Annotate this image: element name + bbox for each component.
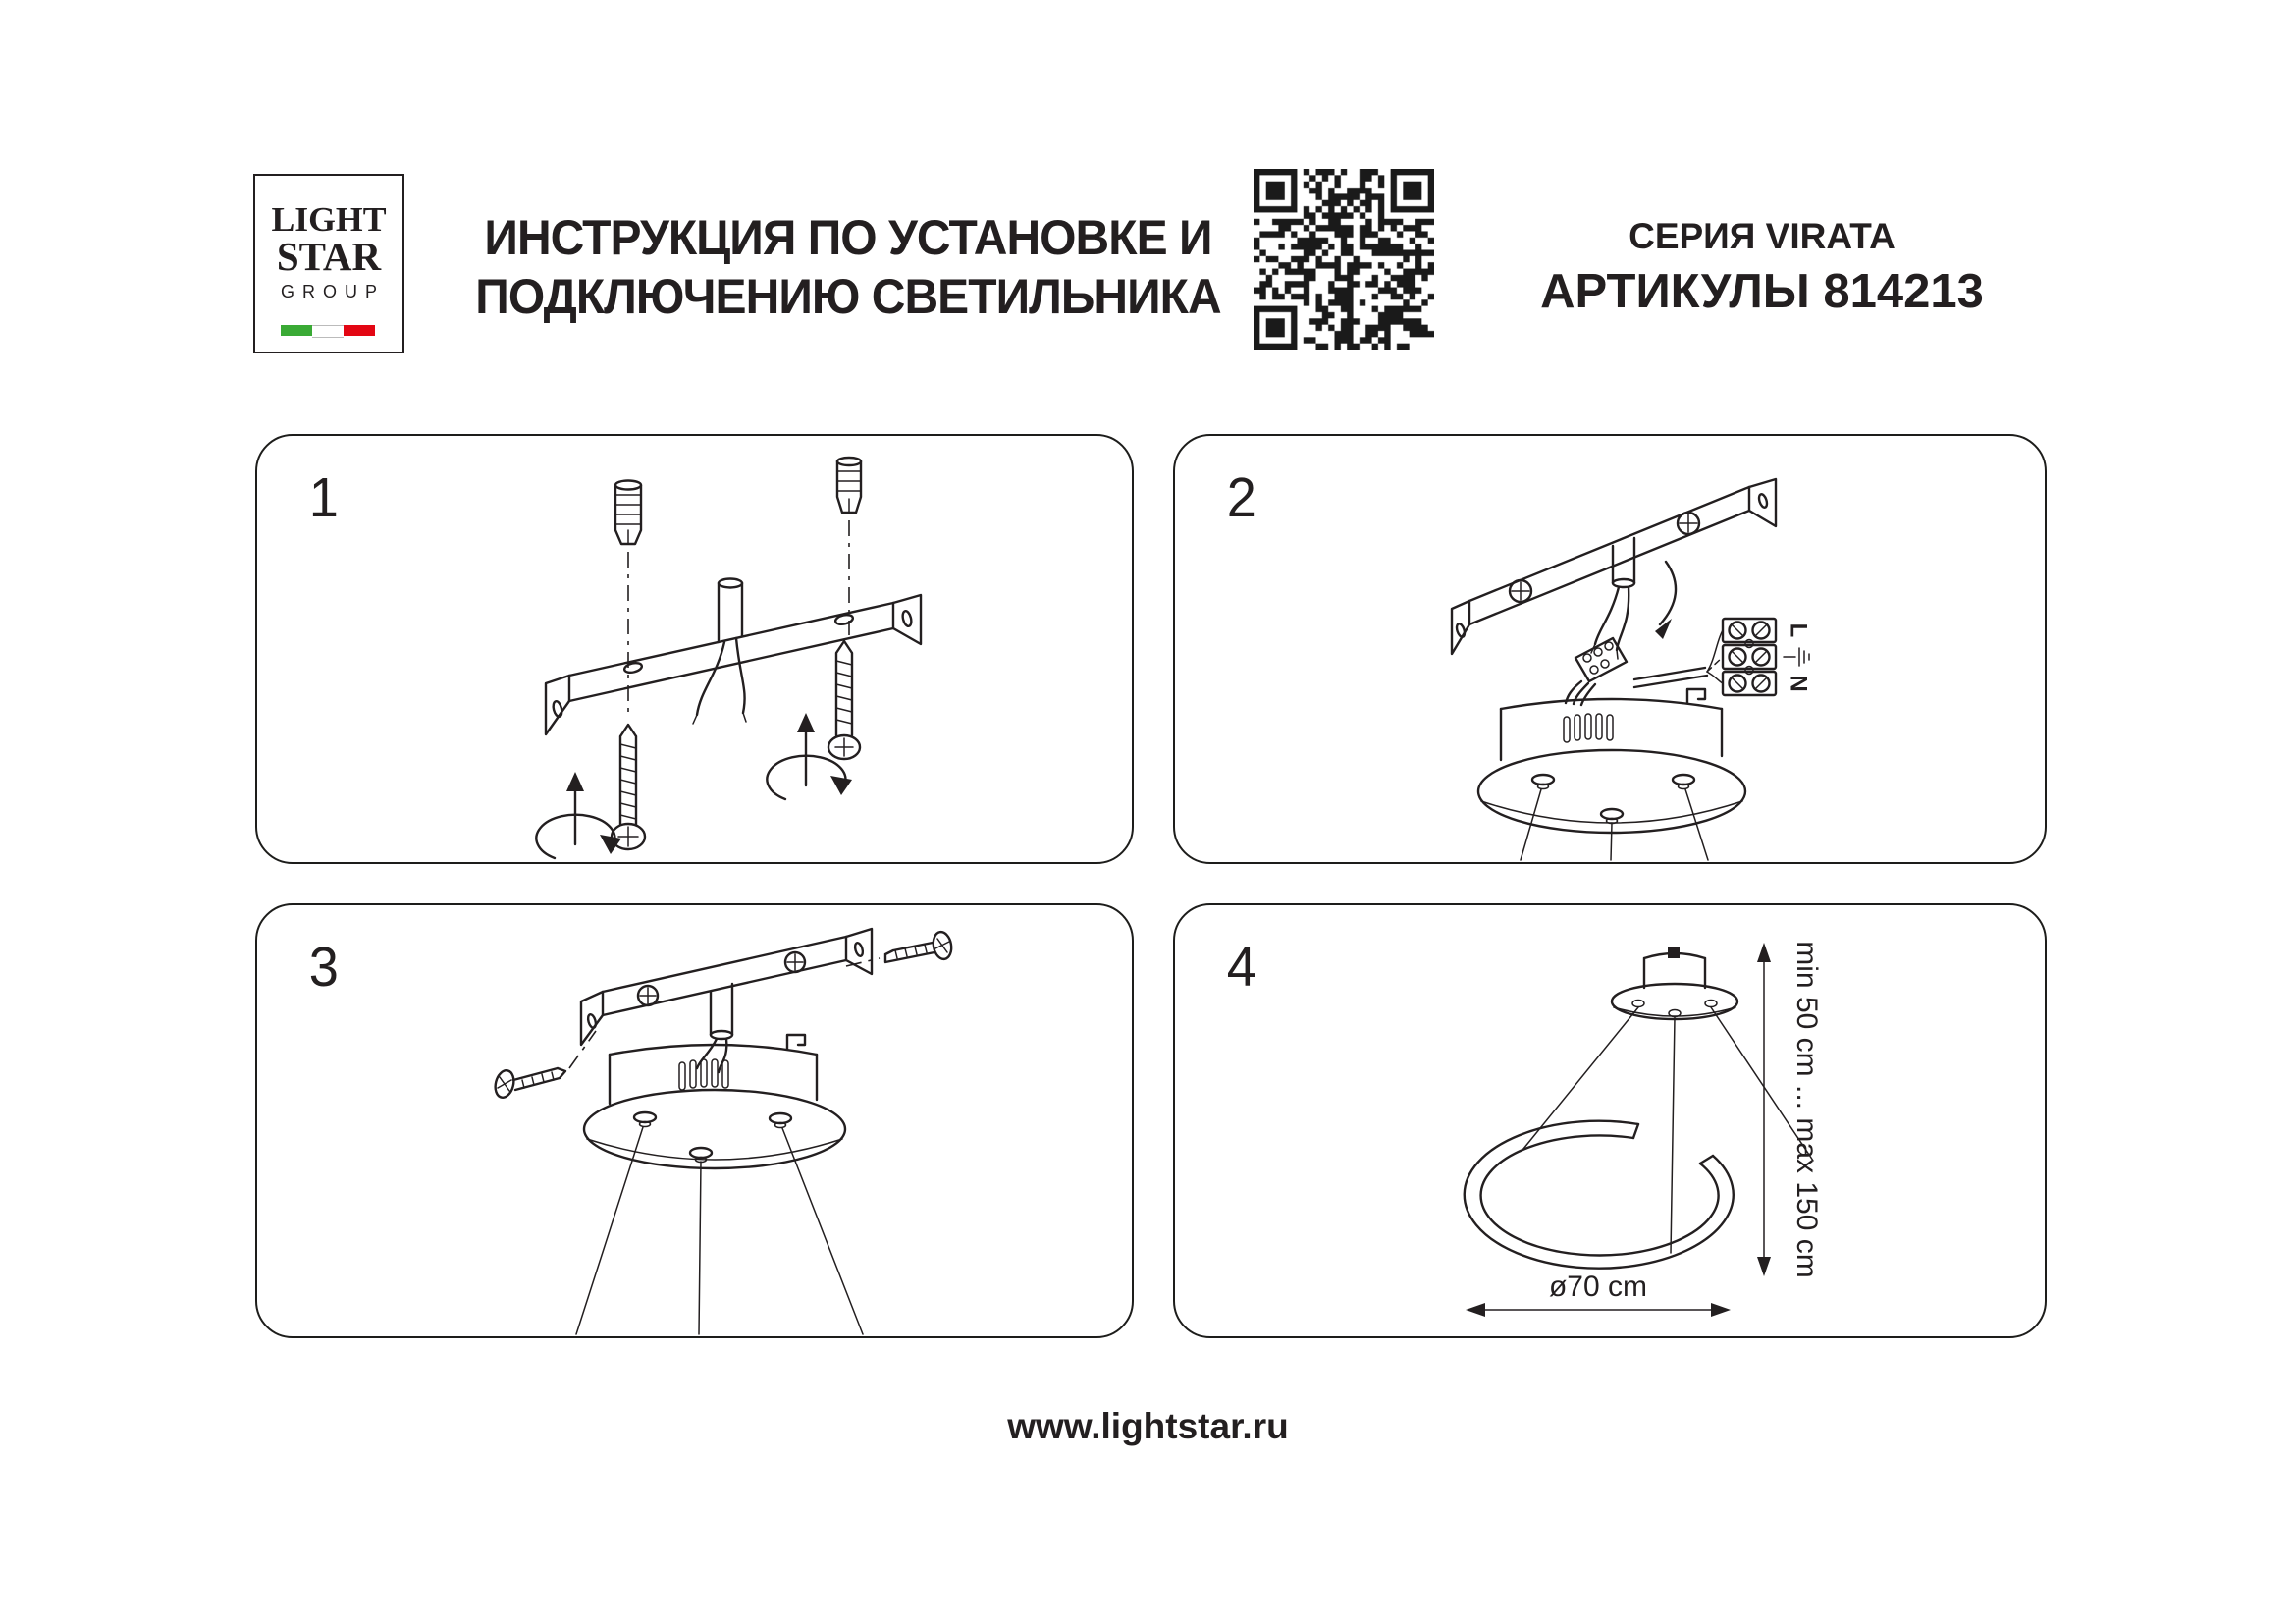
step-2-diagram [1175,436,2045,862]
page-title [475,208,1221,326]
instruction-step-2 [1173,434,2047,864]
mounting-bracket [581,929,872,1045]
logo-word-light: LIGHT [271,200,387,239]
qr-code [1254,169,1434,350]
step-3-diagram [257,905,1132,1336]
instruction-step-3 [255,903,1134,1338]
step-number-3: 3 [308,936,339,999]
series-label: СЕРИЯ VIRATA [1629,216,1896,256]
step-number-4: 4 [1226,936,1256,999]
flag-red [344,325,375,336]
hook-notch [787,1035,805,1049]
mounting-bracket [1452,479,1776,654]
suspension-cables [576,1127,863,1334]
qr-code-canvas [1254,169,1434,350]
rotation-arrow-left [536,772,621,858]
step-number-2: 2 [1226,466,1256,529]
wire-connector [1566,638,1627,705]
logo-word-star: STAR [276,234,382,279]
terminal-block [1634,619,1776,695]
logo-word-group: GROUP [280,282,385,301]
ceiling-canopy [1478,689,1745,833]
instruction-step-1 [255,434,1134,864]
suspension-cables [1523,1007,1813,1253]
instruction-step-4 [1173,903,2047,1338]
step-4-diagram [1175,905,2045,1336]
ceiling-canopy [1612,947,1737,1019]
product-header [1531,216,1993,318]
italian-flag-icon [281,325,375,336]
earth-ground-icon [1784,648,1809,666]
mounting-bracket [546,579,921,735]
ceiling-canopy [584,1035,845,1168]
footer-url: www.lightstar.ru [1007,1406,1289,1446]
title-line-1: ИНСТРУКЦИЯ ПО УСТАНОВКЕ И [484,210,1212,265]
title-line-2: ПОДКЛЮЧЕНИЮ СВЕТИЛЬНИКА [475,269,1221,324]
step-1-diagram [257,436,1132,862]
height-dimension [1757,941,1823,1277]
terminal-label-live: L [1785,623,1812,638]
wall-plug-left [615,481,641,545]
diameter-dimension [1466,1271,1731,1317]
power-wires [693,638,746,724]
rotation-arrow-right [767,713,852,799]
height-range-label: min 50 cm ... max 150 cm [1790,941,1823,1278]
terminal-label-neutral: N [1785,675,1812,692]
lightstar-logo [253,174,404,353]
connect-arrow [1655,562,1676,639]
screw-left [612,725,645,849]
articles-label: АРТИКУЛЫ 814213 [1540,265,1984,318]
step-number-1: 1 [308,466,339,529]
pendant-ring [1465,1121,1734,1269]
terminal-labels [1784,623,1812,692]
wall-plug-right [837,458,861,513]
diameter-label: ø70 cm [1548,1271,1648,1303]
flag-green [281,325,312,336]
flag-white [312,325,344,338]
hook-notch [1687,689,1705,703]
screw-right [828,641,860,759]
suspension-cables [1521,789,1708,860]
